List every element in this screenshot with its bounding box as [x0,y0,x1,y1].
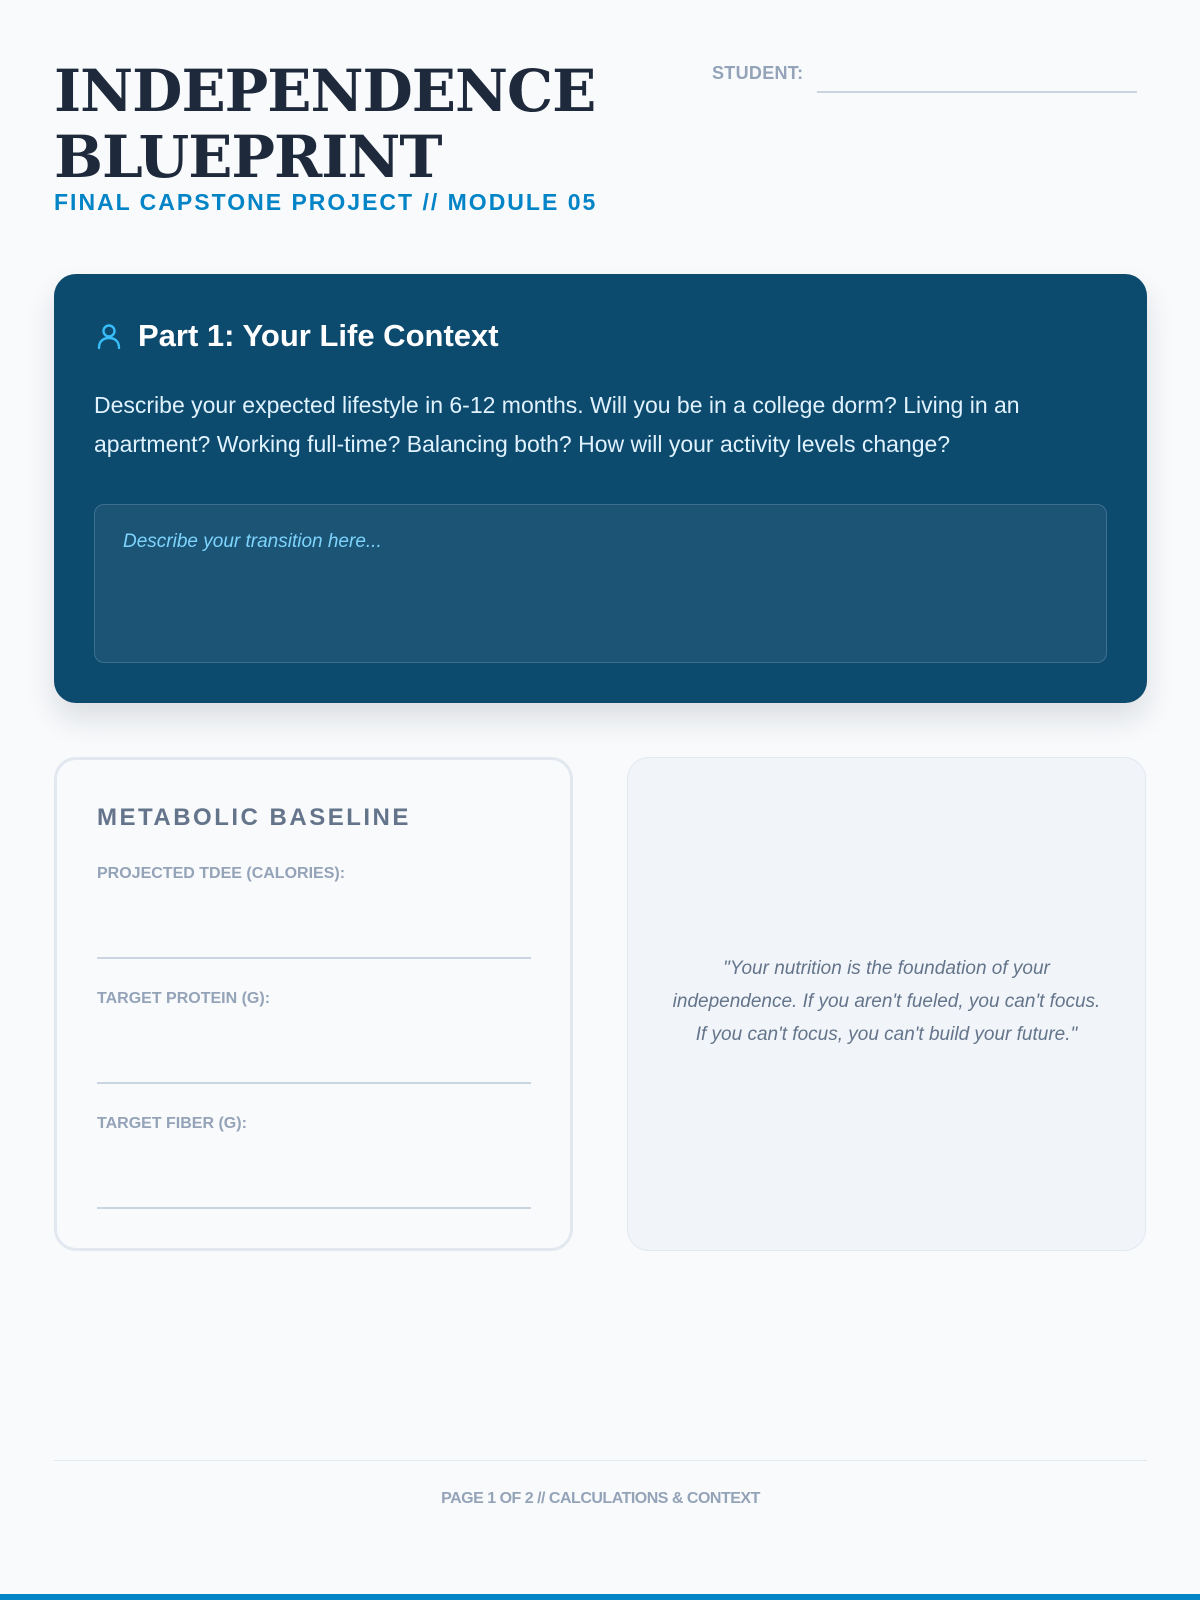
metabolic-baseline-card [54,757,573,1251]
student-field [712,60,1137,93]
life-context-title: Part 1: Your Life Context [138,318,499,353]
footer-divider [54,1460,1147,1461]
fiber-label: TARGET FIBER (G): [97,1115,247,1132]
life-context-description: Describe your expected lifestyle in 6-12 months. Will you be in a college dorm? Living in an apartment? Working full-time? Balancing both? How will your activity levels change? [94,392,1020,457]
metabolic-baseline-title: METABOLIC BASELINE [97,804,411,831]
quote-text: "Your nutrition is the foundation of your independence. If you aren't fueled, you can't focus. If you can't focus, you can't build your future." [672,957,1101,1045]
fiber-field [97,1115,531,1209]
worksheet-page [54,0,1147,1600]
page-subtitle: FINAL CAPSTONE PROJECT // MODULE 05 [54,189,598,215]
user-icon [94,321,124,351]
student-label: STUDENT: [712,63,804,83]
protein-answer-line[interactable] [97,1052,531,1084]
tdee-field [97,865,531,959]
protein-field [97,990,531,1084]
life-context-header [94,318,499,354]
fiber-answer-line[interactable] [97,1177,531,1209]
protein-label: TARGET PROTEIN (G): [97,990,271,1007]
page-title-line-2: BLUEPRINT [54,123,442,191]
life-context-card [54,274,1147,703]
tdee-answer-line[interactable] [97,927,531,959]
page-footer: PAGE 1 OF 2 // CALCULATIONS & CONTEXT [441,1490,760,1507]
quote-card [627,757,1146,1251]
tdee-label: PROJECTED TDEE (CALORIES): [97,865,346,882]
bottom-accent-bar [0,1594,1200,1600]
page-title-line-1: INDEPENDENCE [54,57,596,125]
transition-textarea[interactable] [94,504,1107,663]
student-name-line[interactable] [817,60,1137,93]
page-title [54,58,694,190]
